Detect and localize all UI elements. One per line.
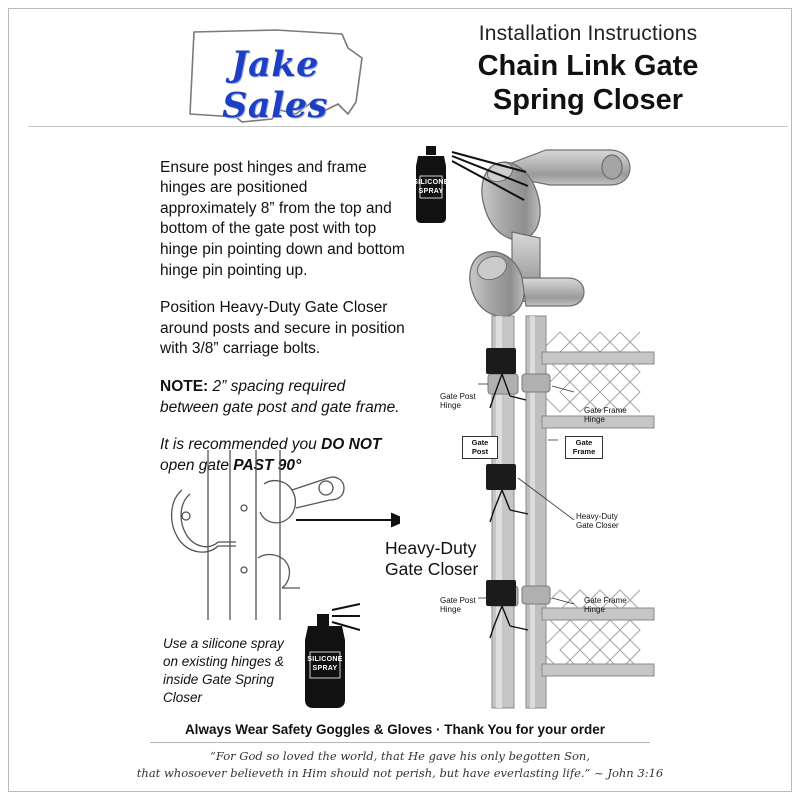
do-not-open-middle: open gate <box>160 456 234 474</box>
silicone-spray-can-bottom <box>290 600 360 710</box>
verse-line1: “For God so loved the world, that He gave his only begotten Son, <box>210 749 590 763</box>
closer-callout-line1: Heavy-Duty <box>385 538 477 558</box>
closer-callout-line2: Gate Closer <box>385 559 479 579</box>
page-title-line2: Spring Closer <box>492 84 684 117</box>
header <box>8 8 792 126</box>
gate-closer-detail-illustration <box>160 450 400 620</box>
do-not-open-emphasis1: DO NOT <box>321 436 382 454</box>
spray-can-bottom-label: SILICONE SPRAY <box>307 656 343 672</box>
footer-divider <box>150 742 650 743</box>
label-gate-frame-boxed: Gate Frame <box>565 436 603 459</box>
note-text: 2” spacing required between gate post and gate frame. <box>160 377 400 416</box>
page-title-line1: Chain Link Gate <box>477 50 699 82</box>
verse-line2: that whosoever believeth in Him should not perish, but have everlasting life.” ~ John 3:16 <box>136 765 664 780</box>
do-not-open-before: It is recommended you <box>160 436 322 454</box>
title-block <box>378 22 798 117</box>
label-gate-frame-hinge-top: Gate Frame Hinge <box>584 406 627 425</box>
instructions-column <box>160 142 408 493</box>
label-heavy-duty-gate-closer-small: Heavy-Duty Gate Closer <box>576 512 619 531</box>
instruction-hinges: Ensure post hinges and frame hinges are positioned approximately 8” from the top and bottom of the gate post with top hinge pin pointing down and bottom hinge pin pointing up. <box>160 158 405 279</box>
label-gate-post-boxed: Gate Post <box>462 436 498 459</box>
footer-tagline: Always Wear Safety Goggles & Gloves · Thank You for your order <box>184 722 606 737</box>
company-logo: Jake Sales <box>222 44 328 126</box>
heavy-duty-gate-closer-callout <box>385 538 515 580</box>
label-gate-post-hinge-top: Gate Post Hinge <box>440 392 476 411</box>
spray-can-top-label: SILICONE SPRAY <box>413 179 449 195</box>
silicone-spray-note: Use a silicone spray on existing hinges & inside Gate Spring Closer <box>163 636 284 705</box>
silicone-spray-can-top <box>408 146 454 224</box>
label-gate-post-hinge-bottom: Gate Post Hinge <box>440 596 476 615</box>
subtitle: Installation Instructions <box>478 22 698 45</box>
scripture-verse <box>120 748 680 781</box>
do-not-open-emphasis2: PAST 90° <box>233 456 302 474</box>
page-title <box>378 49 798 117</box>
instruction-position-closer: Position Heavy-Duty Gate Closer around posts and secure in position with 3/8” carriage bolts. <box>160 299 405 358</box>
header-divider <box>28 126 788 127</box>
note-lead: NOTE: <box>160 377 209 395</box>
label-gate-frame-hinge-bottom: Gate Frame Hinge <box>584 596 627 615</box>
instruction-note-spacing <box>160 377 408 418</box>
